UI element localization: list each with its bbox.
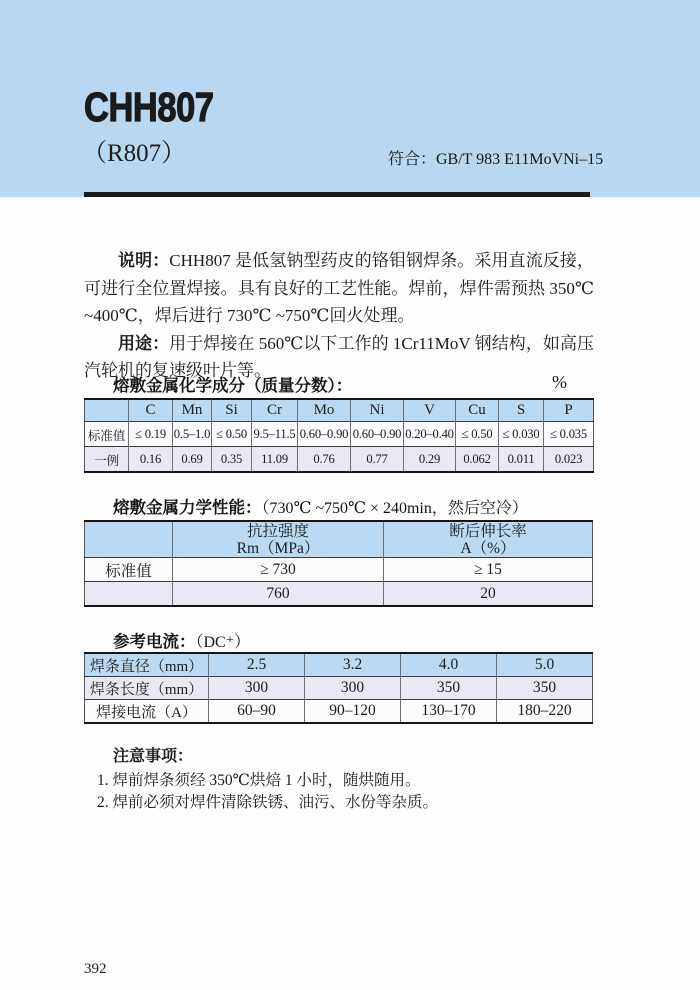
row-label: 焊条长度（mm） bbox=[85, 677, 209, 700]
row-label: 标准值 bbox=[85, 558, 173, 582]
chem-col-header: P bbox=[544, 399, 594, 422]
note-item: 2. 焊前必须对焊件清除铁锈、油污、水份等杂质。 bbox=[97, 794, 439, 811]
diameter-row bbox=[85, 653, 593, 677]
table-cell: 0.77 bbox=[351, 447, 404, 473]
chem-header-row bbox=[85, 399, 594, 422]
row-label: 焊接电流（A） bbox=[85, 700, 209, 724]
table-cell: 0.35 bbox=[212, 447, 252, 473]
table-cell: 300 bbox=[209, 677, 305, 700]
chem-col-header: Ni bbox=[351, 399, 404, 422]
row-label: 标准值 bbox=[85, 422, 129, 447]
table-cell: ≤ 0.50 bbox=[456, 422, 499, 447]
table-cell: 0.5–1.0 bbox=[173, 422, 212, 447]
mech-title-condition: （730℃ ~750℃ × 240min，然后空冷） bbox=[261, 500, 528, 517]
chem-col-header: Mo bbox=[298, 399, 351, 422]
table-cell: 180–220 bbox=[497, 700, 593, 724]
table-cell: 0.76 bbox=[298, 447, 351, 473]
table-cell: 350 bbox=[497, 677, 593, 700]
notes-title: 注意事项： bbox=[113, 748, 194, 765]
mech-header-row bbox=[85, 521, 593, 558]
chem-col-header: Cu bbox=[456, 399, 499, 422]
table-cell: 0.16 bbox=[129, 447, 173, 473]
page-number: 392 bbox=[84, 961, 107, 977]
product-title: CHH807 bbox=[84, 84, 214, 130]
chem-table bbox=[84, 398, 594, 473]
mech-example-row bbox=[85, 582, 593, 607]
row-label: 一例 bbox=[85, 447, 129, 473]
current-row bbox=[85, 700, 593, 724]
intro-section bbox=[84, 247, 594, 385]
note-item: 1. 焊前焊条须经 350℃烘焙 1 小时，随烘随用。 bbox=[97, 772, 421, 789]
chem-col-header: Si bbox=[212, 399, 252, 422]
table-cell: 0.60–0.90 bbox=[298, 422, 351, 447]
elongation-symbol: A（%） bbox=[460, 539, 516, 557]
length-row bbox=[85, 677, 593, 700]
header-rule bbox=[84, 192, 590, 197]
chem-col-header bbox=[85, 399, 129, 422]
chem-col-header: C bbox=[129, 399, 173, 422]
current-title-text: 参考电流： bbox=[113, 633, 196, 651]
mech-col-header bbox=[85, 521, 173, 558]
mech-title-text: 熔敷金属力学性能： bbox=[113, 499, 262, 517]
chem-unit-label: % bbox=[552, 372, 567, 392]
chem-col-header: V bbox=[404, 399, 456, 422]
table-cell: 0.69 bbox=[173, 447, 212, 473]
table-cell: ≤ 0.19 bbox=[129, 422, 173, 447]
table-cell: 350 bbox=[401, 677, 497, 700]
table-cell: 60–90 bbox=[209, 700, 305, 724]
mech-standard-row bbox=[85, 558, 593, 582]
tensile-strength-symbol: Rm（MPa） bbox=[236, 539, 320, 557]
table-cell: 0.062 bbox=[456, 447, 499, 473]
chem-title-text: 熔敷金属化学成分（质量分数）： bbox=[113, 377, 353, 395]
mech-table bbox=[84, 520, 593, 607]
table-cell: 0.011 bbox=[499, 447, 544, 473]
mech-col-header bbox=[384, 521, 593, 558]
table-cell: ≥ 730 bbox=[173, 558, 384, 582]
table-cell: 760 bbox=[173, 582, 384, 607]
table-cell: 9.5–11.5 bbox=[252, 422, 298, 447]
elongation-label: 断后伸长率 bbox=[449, 522, 527, 540]
current-title-condition: （DC⁺） bbox=[195, 634, 251, 651]
row-label: 焊条直径（mm） bbox=[85, 653, 209, 677]
table-cell: 2.5 bbox=[209, 653, 305, 677]
standard-reference: 符合：GB/T 983 E11MoVNi–15 bbox=[388, 151, 604, 168]
usage-label: 用途： bbox=[118, 333, 170, 353]
table-cell: 3.2 bbox=[305, 653, 401, 677]
chem-standard-row bbox=[85, 422, 594, 447]
row-label bbox=[85, 582, 173, 607]
table-cell: 90–120 bbox=[305, 700, 401, 724]
table-cell: ≤ 0.035 bbox=[544, 422, 594, 447]
table-cell: 11.09 bbox=[252, 447, 298, 473]
table-cell: 5.0 bbox=[497, 653, 593, 677]
mech-col-header bbox=[173, 521, 384, 558]
mech-section-title bbox=[84, 494, 623, 518]
table-cell: 0.60–0.90 bbox=[351, 422, 404, 447]
current-section-title bbox=[84, 628, 623, 652]
usage-text: 用于焊接在 560℃以下工作的 1Cr11MoV 钢结构，如高压汽轮机的复速级叶片等。 bbox=[84, 333, 595, 381]
table-cell: ≤ 0.030 bbox=[499, 422, 544, 447]
table-cell: 0.29 bbox=[404, 447, 456, 473]
chem-col-header: Cr bbox=[252, 399, 298, 422]
current-table bbox=[84, 652, 593, 724]
table-cell: 0.20–0.40 bbox=[404, 422, 456, 447]
product-alt-model: （R807） bbox=[82, 140, 187, 167]
tensile-strength-label: 抗拉强度 bbox=[246, 522, 309, 540]
table-cell: 4.0 bbox=[401, 653, 497, 677]
chem-section-title bbox=[84, 372, 623, 396]
table-cell: 0.023 bbox=[544, 447, 594, 473]
description-text: CHH807 是低氢钠型药皮的铬钼钢焊条。采用直流反接，可进行全位置焊接。具有良好的工艺性能。焊前，焊件需预热 350℃ ~400℃，焊后进行 730℃ ~750℃回火处理。 bbox=[84, 251, 594, 326]
table-cell: 300 bbox=[305, 677, 401, 700]
table-cell: 130–170 bbox=[401, 700, 497, 724]
description-label: 说明： bbox=[118, 251, 170, 270]
table-cell: ≥ 15 bbox=[384, 558, 593, 582]
chem-example-row bbox=[85, 447, 594, 473]
description-paragraph bbox=[84, 247, 594, 330]
chem-col-header: S bbox=[499, 399, 544, 422]
table-cell: ≤ 0.50 bbox=[212, 422, 252, 447]
table-cell: 20 bbox=[384, 582, 593, 607]
chem-col-header: Mn bbox=[173, 399, 212, 422]
notes-section bbox=[84, 746, 594, 814]
page-header bbox=[0, 0, 700, 197]
